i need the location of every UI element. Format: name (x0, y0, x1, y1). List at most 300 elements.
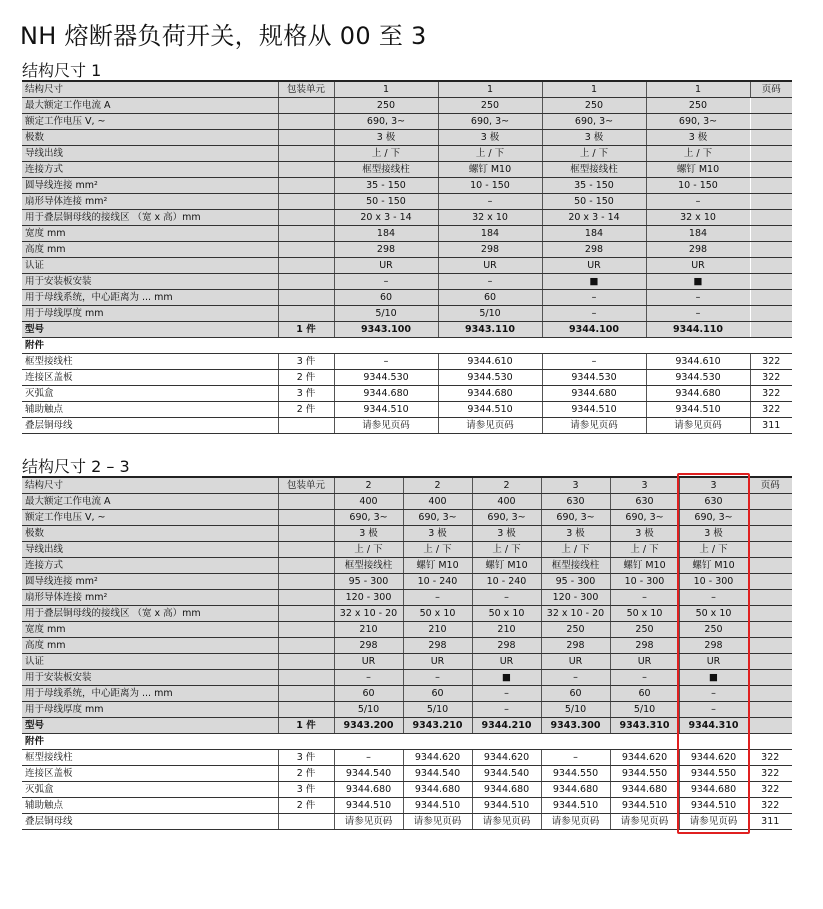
spec-value: 60 (610, 686, 679, 702)
spec-row (22, 606, 792, 622)
accessory-part-number: – (334, 750, 403, 766)
spec-row (22, 178, 792, 194)
accessory-row (22, 766, 792, 782)
spec-row (22, 494, 792, 510)
spec-unit (278, 654, 334, 670)
header-size-value: 1 (334, 81, 438, 98)
spec-value: 5/10 (403, 702, 472, 718)
header-size-value: 2 (334, 477, 403, 494)
accessory-row (22, 782, 792, 798)
spec-value: 690, 3~ (541, 510, 610, 526)
spec-value: 690, 3~ (472, 510, 541, 526)
spec-page-empty (748, 670, 792, 686)
spec-value: – (679, 590, 748, 606)
spec-value: 螺钉 M10 (679, 558, 748, 574)
spec-label: 连接方式 (22, 558, 278, 574)
spec-value: UR (472, 654, 541, 670)
spec-value: 框型接线柱 (541, 558, 610, 574)
accessory-unit: 2 件 (278, 402, 334, 418)
spec-page-empty (748, 654, 792, 670)
spec-value: – (542, 306, 646, 322)
model-row (22, 718, 792, 734)
accessory-part-number: 9344.610 (438, 354, 542, 370)
spec-label: 扇形导体连接 mm² (22, 194, 278, 210)
spec-page-empty (750, 306, 792, 322)
accessory-part-number: 9344.510 (679, 798, 748, 814)
spec-label: 宽度 mm (22, 622, 278, 638)
spec-value: 60 (334, 686, 403, 702)
spec-page-empty (750, 114, 792, 130)
spec-value: – (610, 670, 679, 686)
spec-value: 10 - 150 (646, 178, 750, 194)
spec-page-empty (750, 242, 792, 258)
spec-value: 400 (472, 494, 541, 510)
spec-label: 导线出线 (22, 542, 278, 558)
accessory-unit: 2 件 (278, 766, 334, 782)
spec-value: 3 极 (646, 130, 750, 146)
accessory-page: 311 (748, 814, 792, 830)
spec-unit (278, 274, 334, 290)
spec-row (22, 194, 792, 210)
accessory-label: 框型接线柱 (22, 750, 278, 766)
spec-label: 用于叠层铜母线的接线区 （宽 x 高）mm (22, 210, 278, 226)
spec-label: 导线出线 (22, 146, 278, 162)
spec-value: – (646, 290, 750, 306)
spec-value: 上 / 下 (646, 146, 750, 162)
accessory-row (22, 814, 792, 830)
spec-value: 120 - 300 (334, 590, 403, 606)
accessory-unit: 3 件 (278, 750, 334, 766)
spec-value: 10 - 300 (679, 574, 748, 590)
spec-value: 螺钉 M10 (646, 162, 750, 178)
spec-value: – (679, 702, 748, 718)
accessory-part-number: 9344.510 (403, 798, 472, 814)
accessories-header-row (22, 338, 792, 354)
accessory-part-number: 请参见页码 (679, 814, 748, 830)
header-label: 结构尺寸 (22, 81, 278, 98)
spec-row (22, 702, 792, 718)
model-number: 9344.100 (542, 322, 646, 338)
model-number: 9343.100 (334, 322, 438, 338)
spec-table-size-2-3 (22, 476, 792, 830)
accessory-label: 连接区盖板 (22, 370, 278, 386)
spec-page-empty (750, 194, 792, 210)
spec-value: 3 极 (541, 526, 610, 542)
header-row (22, 81, 792, 98)
accessory-label: 灭弧盒 (22, 386, 278, 402)
spec-unit (278, 702, 334, 718)
accessory-part-number: 9344.510 (646, 402, 750, 418)
spec-value: 上 / 下 (541, 542, 610, 558)
spec-value: 框型接线柱 (334, 558, 403, 574)
spec-row (22, 510, 792, 526)
header-unit: 包装单元 (278, 81, 334, 98)
spec-label: 高度 mm (22, 242, 278, 258)
spec-value: 螺钉 M10 (403, 558, 472, 574)
spec-value: 690, 3~ (403, 510, 472, 526)
spec-label: 扇形导体连接 mm² (22, 590, 278, 606)
accessory-part-number: 请参见页码 (541, 814, 610, 830)
spec-value: 95 - 300 (541, 574, 610, 590)
spec-page-empty (748, 638, 792, 654)
spec-value: 60 (438, 290, 542, 306)
spec-page-empty (748, 574, 792, 590)
model-number: 9343.110 (438, 322, 542, 338)
accessory-row (22, 386, 792, 402)
header-page: 页码 (750, 81, 792, 98)
spec-value: 210 (403, 622, 472, 638)
spec-value: – (541, 670, 610, 686)
spec-value: 690, 3~ (679, 510, 748, 526)
spec-unit (278, 114, 334, 130)
spec-value: – (542, 290, 646, 306)
spec-value: UR (438, 258, 542, 274)
accessory-part-number: 9344.510 (541, 798, 610, 814)
spec-value: 10 - 150 (438, 178, 542, 194)
spec-value: – (472, 686, 541, 702)
spec-value: – (403, 590, 472, 606)
header-size-value: 2 (472, 477, 541, 494)
spec-page-empty (748, 510, 792, 526)
spec-row (22, 306, 792, 322)
header-size-value: 1 (438, 81, 542, 98)
accessory-row (22, 418, 792, 434)
accessory-part-number: 请参见页码 (403, 814, 472, 830)
spec-value: 5/10 (541, 702, 610, 718)
spec-unit (278, 242, 334, 258)
accessory-part-number: 9344.680 (541, 782, 610, 798)
spec-row (22, 290, 792, 306)
spec-unit (278, 574, 334, 590)
accessory-part-number: 9344.620 (403, 750, 472, 766)
accessories-title: 附件 (22, 338, 792, 354)
spec-page-empty (748, 622, 792, 638)
accessory-part-number: 9344.510 (334, 798, 403, 814)
spec-value: 210 (472, 622, 541, 638)
accessory-page: 311 (750, 418, 792, 434)
spec-value: 螺钉 M10 (610, 558, 679, 574)
accessory-label: 叠层铜母线 (22, 418, 278, 434)
accessory-unit: 3 件 (278, 386, 334, 402)
accessory-part-number: 9344.530 (646, 370, 750, 386)
spec-label: 认证 (22, 258, 278, 274)
model-number: 9344.210 (472, 718, 541, 734)
spec-value: ■ (472, 670, 541, 686)
spec-value: ■ (646, 274, 750, 290)
spec-unit (278, 686, 334, 702)
spec-page-empty (748, 526, 792, 542)
accessory-part-number: 9344.680 (438, 386, 542, 402)
spec-value: – (610, 590, 679, 606)
spec-unit (278, 542, 334, 558)
accessory-row (22, 370, 792, 386)
spec-page-empty (750, 274, 792, 290)
spec-label: 宽度 mm (22, 226, 278, 242)
spec-row (22, 114, 792, 130)
spec-value: 690, 3~ (542, 114, 646, 130)
spec-unit (278, 146, 334, 162)
spec-unit (278, 194, 334, 210)
spec-value: 10 - 240 (472, 574, 541, 590)
spec-value: 上 / 下 (334, 146, 438, 162)
model-number: 9343.200 (334, 718, 403, 734)
spec-unit (278, 98, 334, 114)
spec-value: 184 (646, 226, 750, 242)
spec-page-empty (748, 606, 792, 622)
spec-value: 690, 3~ (610, 510, 679, 526)
spec-row (22, 654, 792, 670)
spec-page-empty (748, 542, 792, 558)
spec-unit (278, 558, 334, 574)
spec-value: 上 / 下 (472, 542, 541, 558)
spec-value: 298 (334, 638, 403, 654)
accessory-label: 叠层铜母线 (22, 814, 278, 830)
spec-value: 184 (334, 226, 438, 242)
spec-value: UR (610, 654, 679, 670)
accessory-part-number: 请参见页码 (334, 814, 403, 830)
header-label: 结构尺寸 (22, 477, 278, 494)
spec-value: 3 极 (438, 130, 542, 146)
spec-value: 250 (610, 622, 679, 638)
accessory-part-number: 请参见页码 (610, 814, 679, 830)
accessory-label: 辅助触点 (22, 798, 278, 814)
model-label: 型号 (22, 718, 278, 734)
accessory-part-number: 9344.550 (610, 766, 679, 782)
accessory-part-number: 9344.680 (610, 782, 679, 798)
spec-unit (278, 526, 334, 542)
spec-value: 250 (542, 98, 646, 114)
accessory-part-number: 9344.680 (679, 782, 748, 798)
spec-value: 32 x 10 - 20 (541, 606, 610, 622)
model-row (22, 322, 792, 338)
spec-unit (278, 510, 334, 526)
accessory-part-number: 9344.550 (679, 766, 748, 782)
accessory-part-number: 9344.610 (646, 354, 750, 370)
spec-value: 5/10 (334, 702, 403, 718)
spec-page-empty (750, 98, 792, 114)
header-size-value: 3 (679, 477, 748, 494)
spec-value: UR (646, 258, 750, 274)
accessories-header-row (22, 734, 792, 750)
spec-value: 250 (334, 98, 438, 114)
accessory-part-number: 9344.540 (403, 766, 472, 782)
spec-value: 10 - 300 (610, 574, 679, 590)
spec-value: 3 极 (542, 130, 646, 146)
spec-page-empty (748, 558, 792, 574)
spec-value: 32 x 10 (646, 210, 750, 226)
spec-row (22, 98, 792, 114)
section-title-size-2-3: 结构尺寸 2 – 3 (22, 457, 130, 476)
spec-value: 60 (403, 686, 472, 702)
spec-row (22, 146, 792, 162)
model-number: 9344.310 (679, 718, 748, 734)
spec-value: – (438, 194, 542, 210)
accessory-part-number: 9344.620 (472, 750, 541, 766)
accessory-part-number: 9344.540 (334, 766, 403, 782)
spec-value: 298 (610, 638, 679, 654)
spec-value: 50 x 10 (679, 606, 748, 622)
spec-row (22, 274, 792, 290)
spec-value: 690, 3~ (334, 510, 403, 526)
spec-label: 额定工作电压 V, ~ (22, 510, 278, 526)
header-page: 页码 (748, 477, 792, 494)
spec-value: 上 / 下 (438, 146, 542, 162)
spec-value: 120 - 300 (541, 590, 610, 606)
header-row (22, 477, 792, 494)
spec-row (22, 162, 792, 178)
accessory-part-number: 请参见页码 (646, 418, 750, 434)
spec-value: 690, 3~ (438, 114, 542, 130)
spec-value: 184 (438, 226, 542, 242)
accessory-part-number: 9344.680 (334, 782, 403, 798)
accessory-label: 连接区盖板 (22, 766, 278, 782)
spec-value: – (646, 306, 750, 322)
spec-value: 298 (334, 242, 438, 258)
spec-value: – (403, 670, 472, 686)
spec-value: 630 (679, 494, 748, 510)
accessory-label: 辅助触点 (22, 402, 278, 418)
accessory-part-number: 请参见页码 (472, 814, 541, 830)
accessory-part-number: 9344.510 (334, 402, 438, 418)
accessory-part-number: – (334, 354, 438, 370)
spec-row (22, 670, 792, 686)
spec-value: 298 (403, 638, 472, 654)
accessory-part-number: 9344.550 (541, 766, 610, 782)
spec-page-empty (750, 162, 792, 178)
spec-label: 用于安装板安装 (22, 670, 278, 686)
spec-page-empty (750, 146, 792, 162)
spec-value: 250 (646, 98, 750, 114)
spec-value: 螺钉 M10 (438, 162, 542, 178)
spec-page-empty (748, 494, 792, 510)
accessory-page: 322 (748, 766, 792, 782)
accessory-unit: 3 件 (278, 782, 334, 798)
spec-label: 圆导线连接 mm² (22, 574, 278, 590)
spec-value: 5/10 (438, 306, 542, 322)
spec-value: 5/10 (334, 306, 438, 322)
spec-value: 框型接线柱 (542, 162, 646, 178)
accessory-page: 322 (750, 386, 792, 402)
spec-page-empty (748, 702, 792, 718)
accessory-page: 322 (748, 782, 792, 798)
model-number: 9343.300 (541, 718, 610, 734)
spec-value: – (334, 670, 403, 686)
accessory-part-number: 9344.680 (646, 386, 750, 402)
accessory-row (22, 402, 792, 418)
model-number: 9344.110 (646, 322, 750, 338)
spec-row (22, 226, 792, 242)
spec-label: 用于母线厚度 mm (22, 306, 278, 322)
spec-value: 60 (334, 290, 438, 306)
spec-value: 上 / 下 (403, 542, 472, 558)
spec-row (22, 574, 792, 590)
spec-unit (278, 670, 334, 686)
accessory-part-number: 9344.620 (610, 750, 679, 766)
accessory-part-number: 9344.540 (472, 766, 541, 782)
accessory-row (22, 750, 792, 766)
spec-value: 690, 3~ (334, 114, 438, 130)
page-title: NH 熔断器负荷开关，规格从 00 至 3 (20, 22, 427, 50)
spec-unit (278, 306, 334, 322)
model-unit: 1 件 (278, 322, 334, 338)
accessory-page: 322 (750, 370, 792, 386)
spec-value: 10 - 240 (403, 574, 472, 590)
spec-unit (278, 638, 334, 654)
accessory-part-number: 9344.530 (542, 370, 646, 386)
spec-row (22, 590, 792, 606)
spec-row (22, 686, 792, 702)
spec-value: UR (334, 258, 438, 274)
spec-value: 50 x 10 (472, 606, 541, 622)
accessory-part-number: 9344.680 (334, 386, 438, 402)
spec-value: 5/10 (610, 702, 679, 718)
spec-row (22, 130, 792, 146)
spec-value: UR (679, 654, 748, 670)
spec-value: – (646, 194, 750, 210)
header-size-value: 3 (610, 477, 679, 494)
spec-label: 用于叠层铜母线的接线区 （宽 x 高）mm (22, 606, 278, 622)
accessory-part-number: 请参见页码 (438, 418, 542, 434)
header-size-value: 1 (646, 81, 750, 98)
spec-label: 用于母线系统，中心距离为 ... mm (22, 686, 278, 702)
spec-value: 上 / 下 (610, 542, 679, 558)
spec-value: 50 - 150 (334, 194, 438, 210)
spec-row (22, 210, 792, 226)
spec-value: 35 - 150 (334, 178, 438, 194)
spec-unit (278, 162, 334, 178)
spec-page-empty (750, 290, 792, 306)
accessory-label: 框型接线柱 (22, 354, 278, 370)
accessory-row (22, 354, 792, 370)
spec-value: – (679, 686, 748, 702)
spec-unit (278, 226, 334, 242)
spec-row (22, 638, 792, 654)
accessory-part-number: 9344.510 (438, 402, 542, 418)
accessory-part-number: 9344.530 (438, 370, 542, 386)
spec-row (22, 258, 792, 274)
spec-value: 上 / 下 (334, 542, 403, 558)
spec-value: 32 x 10 - 20 (334, 606, 403, 622)
accessory-part-number: 请参见页码 (542, 418, 646, 434)
spec-value: 框型接线柱 (334, 162, 438, 178)
spec-value: 上 / 下 (542, 146, 646, 162)
spec-unit (278, 590, 334, 606)
spec-label: 认证 (22, 654, 278, 670)
spec-label: 额定工作电压 V, ~ (22, 114, 278, 130)
spec-label: 圆导线连接 mm² (22, 178, 278, 194)
spec-page-empty (748, 590, 792, 606)
section-title-size-1: 结构尺寸 1 (22, 61, 102, 80)
spec-value: 210 (334, 622, 403, 638)
model-number: 9343.210 (403, 718, 472, 734)
spec-value: 400 (403, 494, 472, 510)
accessory-part-number: 9344.680 (403, 782, 472, 798)
spec-value: 螺钉 M10 (472, 558, 541, 574)
accessory-part-number: 9344.680 (472, 782, 541, 798)
spec-value: 298 (438, 242, 542, 258)
spec-page-empty (750, 258, 792, 274)
spec-value: 298 (646, 242, 750, 258)
spec-value: UR (541, 654, 610, 670)
spec-row (22, 242, 792, 258)
accessory-row (22, 798, 792, 814)
model-page-empty (748, 718, 792, 734)
spec-value: – (472, 590, 541, 606)
spec-label: 最大额定工作电流 A (22, 494, 278, 510)
spec-label: 用于母线系统，中心距离为 ... mm (22, 290, 278, 306)
spec-value: 184 (542, 226, 646, 242)
spec-table-size-1 (22, 80, 792, 434)
